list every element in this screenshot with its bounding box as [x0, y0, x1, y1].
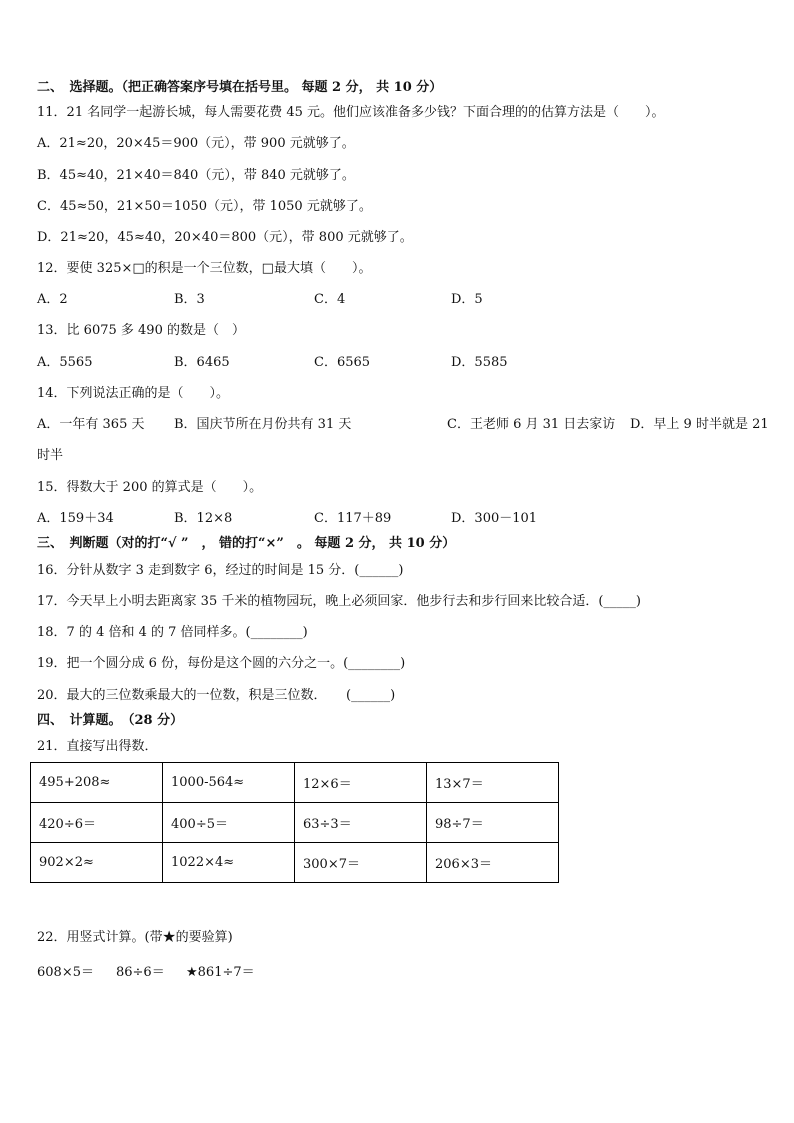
- q14-option-b: B．国庆节所在月份共有 31 天: [174, 417, 352, 432]
- q15-option-b: B．12×8: [174, 511, 233, 526]
- section4-header: 四、 计算题。 （28 分）: [37, 713, 184, 728]
- q14-continuation: 时半: [37, 448, 64, 463]
- table-cell: 902×2≈: [31, 843, 163, 883]
- q11-option-c: C．45≈50，21×50＝1050（元），带 1050 元就够了。: [37, 199, 372, 214]
- q16-item: 16．分针从数字 3 走到数字 6，经过的时间是 15 分．(______): [37, 563, 404, 578]
- table-cell: 400÷5＝: [163, 803, 295, 843]
- section3-header: 三、 判断题（对的打“√ ” ， 错的打“×” 。 每题 2 分， 共 10 分）: [37, 536, 456, 551]
- table-cell: 1000-564≈: [163, 763, 295, 803]
- q13-option-a: A．5565: [37, 355, 93, 370]
- table-cell: 13×7＝: [427, 763, 559, 803]
- q12-option-a: A．2: [37, 292, 68, 307]
- table-row: [31, 803, 559, 843]
- q19-item: 19．把一个圆分成 6 份，每份是这个圆的六分之一。(________): [37, 656, 406, 671]
- q15-option-c: C．117＋89: [314, 511, 392, 526]
- table-cell: 495+208≈: [31, 763, 163, 803]
- q13-stem: 13．比 6075 多 490 的数是（ ）: [37, 323, 245, 338]
- q18-item: 18．7 的 4 倍和 4 的 7 倍同样多。(________): [37, 625, 308, 640]
- q14-option-c: C．王老师 6 月 31 日去家访: [447, 417, 616, 432]
- q17-item: 17．今天早上小明去距离家 35 千米的植物园玩，晚上必须回家．他步行去和步行回来比较合适．(_____): [37, 594, 641, 609]
- table-row: [31, 763, 559, 803]
- table-cell: 420÷6＝: [31, 803, 163, 843]
- q11-stem: 11．21 名同学一起游长城，每人需要花费 45 元。他们应该准备多少钱？下面合理的的估算方法是（ ）。: [37, 105, 665, 120]
- q15-option-d: D．300－101: [451, 511, 538, 526]
- table-cell: 1022×4≈: [163, 843, 295, 883]
- q11-option-a: A．21≈20，20×45＝900（元），带 900 元就够了。: [37, 136, 355, 151]
- q15-option-a: A．159＋34: [37, 511, 114, 526]
- q14-stem: 14．下列说法正确的是（ ）。: [37, 386, 230, 401]
- q20-item: 20．最大的三位数乘最大的一位数，积是三位数． (______): [37, 688, 396, 703]
- table-cell: 98÷7＝: [427, 803, 559, 843]
- table-cell: 206×3＝: [427, 843, 559, 883]
- q12-option-c: C．4: [314, 292, 346, 307]
- q22-item-1: 608×5＝: [37, 965, 94, 980]
- q13-option-d: D．5585: [451, 355, 508, 370]
- q22-item-2: 86÷6＝: [116, 965, 165, 980]
- q13-option-b: B．6465: [174, 355, 230, 370]
- table-cell: 63÷3＝: [295, 803, 427, 843]
- q11-option-b: B．45≈40，21×40＝840（元），带 840 元就够了。: [37, 168, 355, 183]
- q14-option-d: D．早上 9 时半就是 21: [630, 417, 769, 432]
- calc-table: [30, 762, 559, 883]
- section2-header: 二、 选择题。（把正确答案序号填在括号里。 每题 2 分， 共 10 分）: [37, 80, 443, 95]
- q21-stem: 21．直接写出得数．: [37, 739, 158, 754]
- table-cell: 12×6＝: [295, 763, 427, 803]
- q15-stem: 15．得数大于 200 的算式是（ ）。: [37, 480, 263, 495]
- table-cell: 300×7＝: [295, 843, 427, 883]
- q14-option-a: A．一年有 365 天: [37, 417, 145, 432]
- q13-option-c: C．6565: [314, 355, 371, 370]
- q22-item-3: ★861÷7＝: [186, 965, 255, 980]
- q12-stem: 12．要使 325×□的积是一个三位数，□最大填（ ）。: [37, 261, 372, 276]
- q12-option-d: D．5: [451, 292, 483, 307]
- q11-option-d: D．21≈20，45≈40，20×40＝800（元），带 800 元就够了。: [37, 230, 413, 245]
- q12-option-b: B．3: [174, 292, 205, 307]
- q22-stem: 22．用竖式计算。(带★的要验算): [37, 930, 233, 945]
- table-row: [31, 843, 559, 883]
